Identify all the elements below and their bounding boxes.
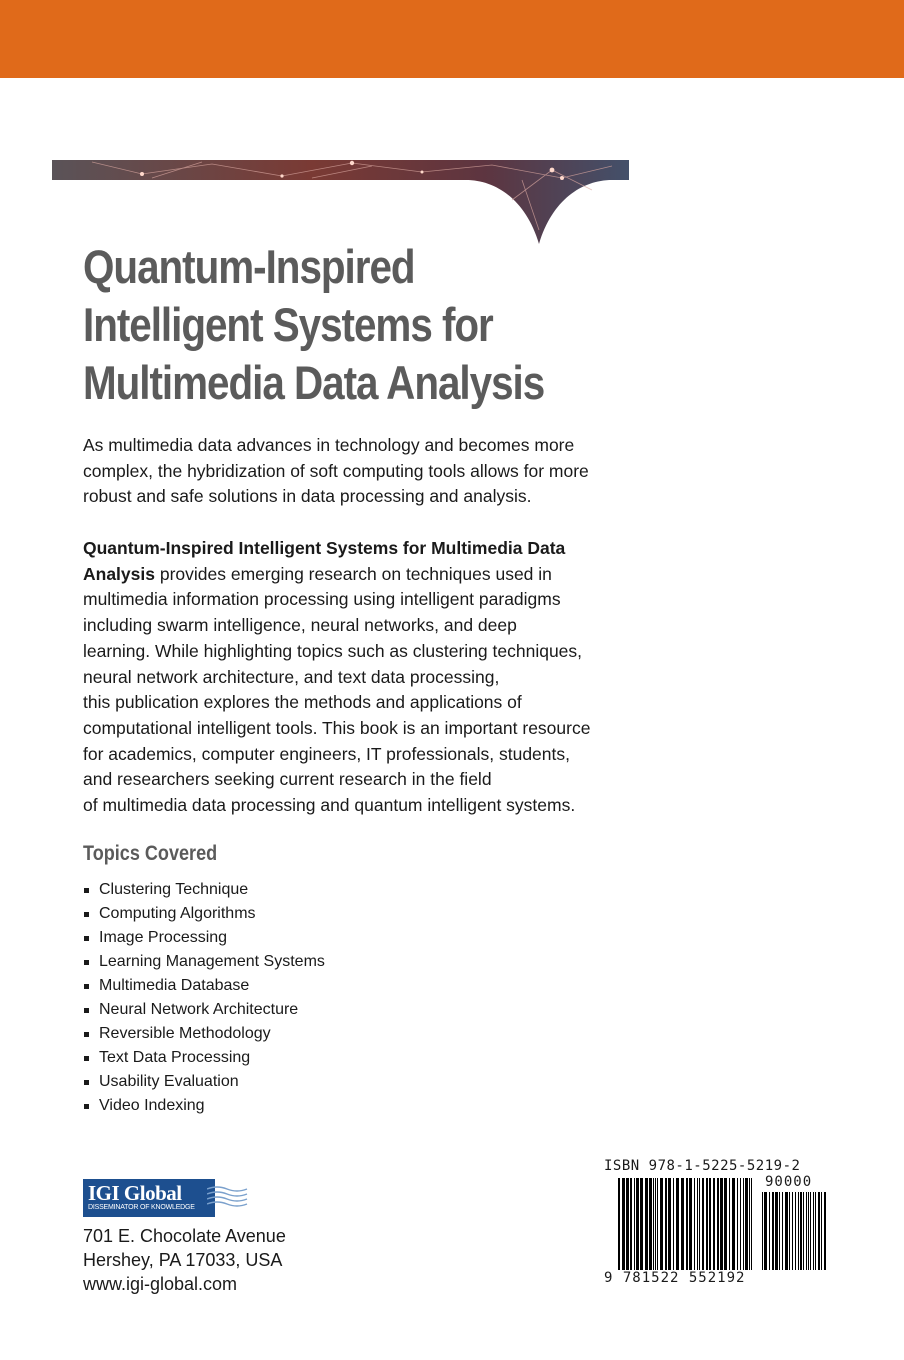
barcode-bar	[686, 1178, 688, 1270]
description-line: learning. While highlighting topics such as clustering techniques,	[83, 640, 583, 661]
website-link[interactable]: www.igi-global.com	[83, 1274, 238, 1294]
description-line: including swarm intelligence, neural networks, and deep	[83, 615, 517, 636]
barcode-bar	[782, 1192, 783, 1270]
description-text: provides emerging research on techniques used in	[154, 563, 552, 584]
barcode-image	[604, 1176, 828, 1276]
description-line: and researchers seeking current research in the field	[83, 769, 492, 790]
barcode-bar	[626, 1178, 629, 1270]
barcode-bar	[749, 1178, 750, 1270]
barcode-bar	[634, 1178, 635, 1270]
price-code: 90000	[765, 1174, 813, 1190]
barcode-bar	[737, 1178, 738, 1270]
publisher-address	[83, 1224, 286, 1296]
barcode-bar	[706, 1178, 708, 1270]
intro-line: complex, the hybridization of soft computing tools allows for more	[83, 460, 589, 481]
intro-paragraph	[83, 433, 643, 510]
intro-line: robust and safe solutions in data processing and analysis.	[83, 486, 532, 506]
barcode-bar	[792, 1192, 793, 1270]
barcode-bar	[800, 1192, 802, 1270]
description-line	[83, 562, 643, 588]
topic-item: Multimedia Database	[83, 974, 325, 998]
igi-global-logo	[83, 1179, 248, 1219]
decorative-banner-image	[52, 160, 629, 248]
barcode-bar	[764, 1192, 767, 1270]
barcode-bar	[795, 1192, 796, 1270]
logo-name: IGI Global	[88, 1181, 182, 1205]
barcode-bar	[645, 1178, 648, 1270]
barcode-bar	[803, 1192, 804, 1270]
title-line: Multimedia Data Analysis	[83, 356, 545, 409]
barcode-bar	[640, 1178, 643, 1270]
book-title	[83, 238, 565, 412]
barcode-bar	[789, 1192, 790, 1270]
barcode-bar	[720, 1178, 723, 1270]
barcode-bar	[699, 1178, 700, 1270]
topic-item: Video Indexing	[83, 1094, 325, 1118]
barcode-digits: 9 781522 552192	[604, 1270, 746, 1286]
description-line: multimedia information processing using intelligent paradigms	[83, 589, 561, 610]
topic-item: Text Data Processing	[83, 1046, 325, 1070]
barcode-bar	[622, 1178, 625, 1270]
description-line: neural network architecture, and text data processing,	[83, 666, 500, 687]
barcode-bar	[694, 1178, 695, 1270]
address-line: Hershey, PA 17033, USA	[83, 1250, 283, 1270]
barcode-bar	[655, 1178, 656, 1270]
description-line: computational intelligent tools. This book is an important resource	[83, 717, 591, 738]
description-line: this publication explores the methods and applications of	[83, 692, 522, 713]
barcode-bar	[798, 1192, 799, 1270]
barcode-bar	[775, 1192, 778, 1270]
isbn-text: ISBN 978-1-5225-5219-2	[604, 1158, 801, 1174]
barcode-bar	[717, 1178, 719, 1270]
barcode-bar	[657, 1178, 658, 1270]
description-line	[83, 536, 643, 562]
barcode-bar	[815, 1192, 816, 1270]
barcode-bar	[779, 1192, 780, 1270]
barcode-bar	[681, 1178, 684, 1270]
barcode-bar	[697, 1178, 698, 1270]
logo-box	[83, 1179, 215, 1217]
barcode-bar	[810, 1192, 811, 1270]
description-line: of multimedia data processing and quantum intelligent systems.	[83, 795, 576, 816]
barcode-bar	[743, 1178, 744, 1270]
barcode-bar	[668, 1178, 671, 1270]
barcode-bar	[785, 1192, 788, 1270]
barcode-bar	[713, 1178, 715, 1270]
barcode-bar	[740, 1178, 741, 1270]
barcode-bar	[762, 1192, 763, 1270]
barcode-bar	[709, 1178, 711, 1270]
topic-item: Usability Evaluation	[83, 1070, 325, 1094]
barcode-bar	[732, 1178, 735, 1270]
title-line: Quantum-Inspired	[83, 240, 415, 293]
barcode-bar	[824, 1192, 826, 1270]
topic-item: Learning Management Systems	[83, 950, 325, 974]
topic-item: Neural Network Architecture	[83, 998, 325, 1022]
barcode-bar	[660, 1178, 663, 1270]
barcode-bar	[665, 1178, 667, 1270]
barcode-bar	[676, 1178, 679, 1270]
description-line: for academics, computer engineers, IT professionals, students,	[83, 743, 571, 764]
barcode-bar	[772, 1192, 774, 1270]
barcode-bar	[636, 1178, 639, 1270]
wave-lines-icon	[207, 1183, 249, 1211]
barcode-bar	[808, 1192, 809, 1270]
barcode-bar	[649, 1178, 652, 1270]
barcode-bar	[702, 1178, 704, 1270]
barcode-bar	[745, 1178, 748, 1270]
barcode-bar	[751, 1178, 752, 1270]
top-orange-band	[0, 0, 904, 78]
topics-list	[83, 878, 325, 1118]
topic-item: Image Processing	[83, 926, 325, 950]
barcode-bar	[653, 1178, 654, 1270]
book-title-bold: Quantum-Inspired Intelligent Systems for Multimedia Data	[83, 538, 566, 558]
description-paragraph	[83, 536, 643, 819]
title-line: Intelligent Systems for	[83, 298, 493, 351]
barcode-bar	[813, 1192, 814, 1270]
barcode-bar	[618, 1178, 620, 1270]
logo-tagline: DISSEMINATOR OF KNOWLEDGE	[88, 1204, 195, 1211]
intro-line: As multimedia data advances in technology and becomes more	[83, 435, 575, 455]
barcode-bar	[673, 1178, 674, 1270]
book-title-bold: Analysis	[83, 563, 155, 584]
topic-item: Clustering Technique	[83, 878, 325, 902]
barcode-bar	[806, 1192, 807, 1270]
topic-item: Reversible Methodology	[83, 1022, 325, 1046]
barcode-bar	[630, 1178, 632, 1270]
barcode-bar	[724, 1178, 727, 1270]
barcode-bar	[729, 1178, 730, 1270]
barcode-bar	[689, 1178, 692, 1270]
topics-heading: Topics Covered	[83, 842, 218, 865]
barcode-bar	[769, 1192, 770, 1270]
barcode-bar	[821, 1192, 822, 1270]
barcode-bar	[818, 1192, 820, 1270]
topic-item: Computing Algorithms	[83, 902, 325, 926]
address-line: 701 E. Chocolate Avenue	[83, 1226, 286, 1246]
